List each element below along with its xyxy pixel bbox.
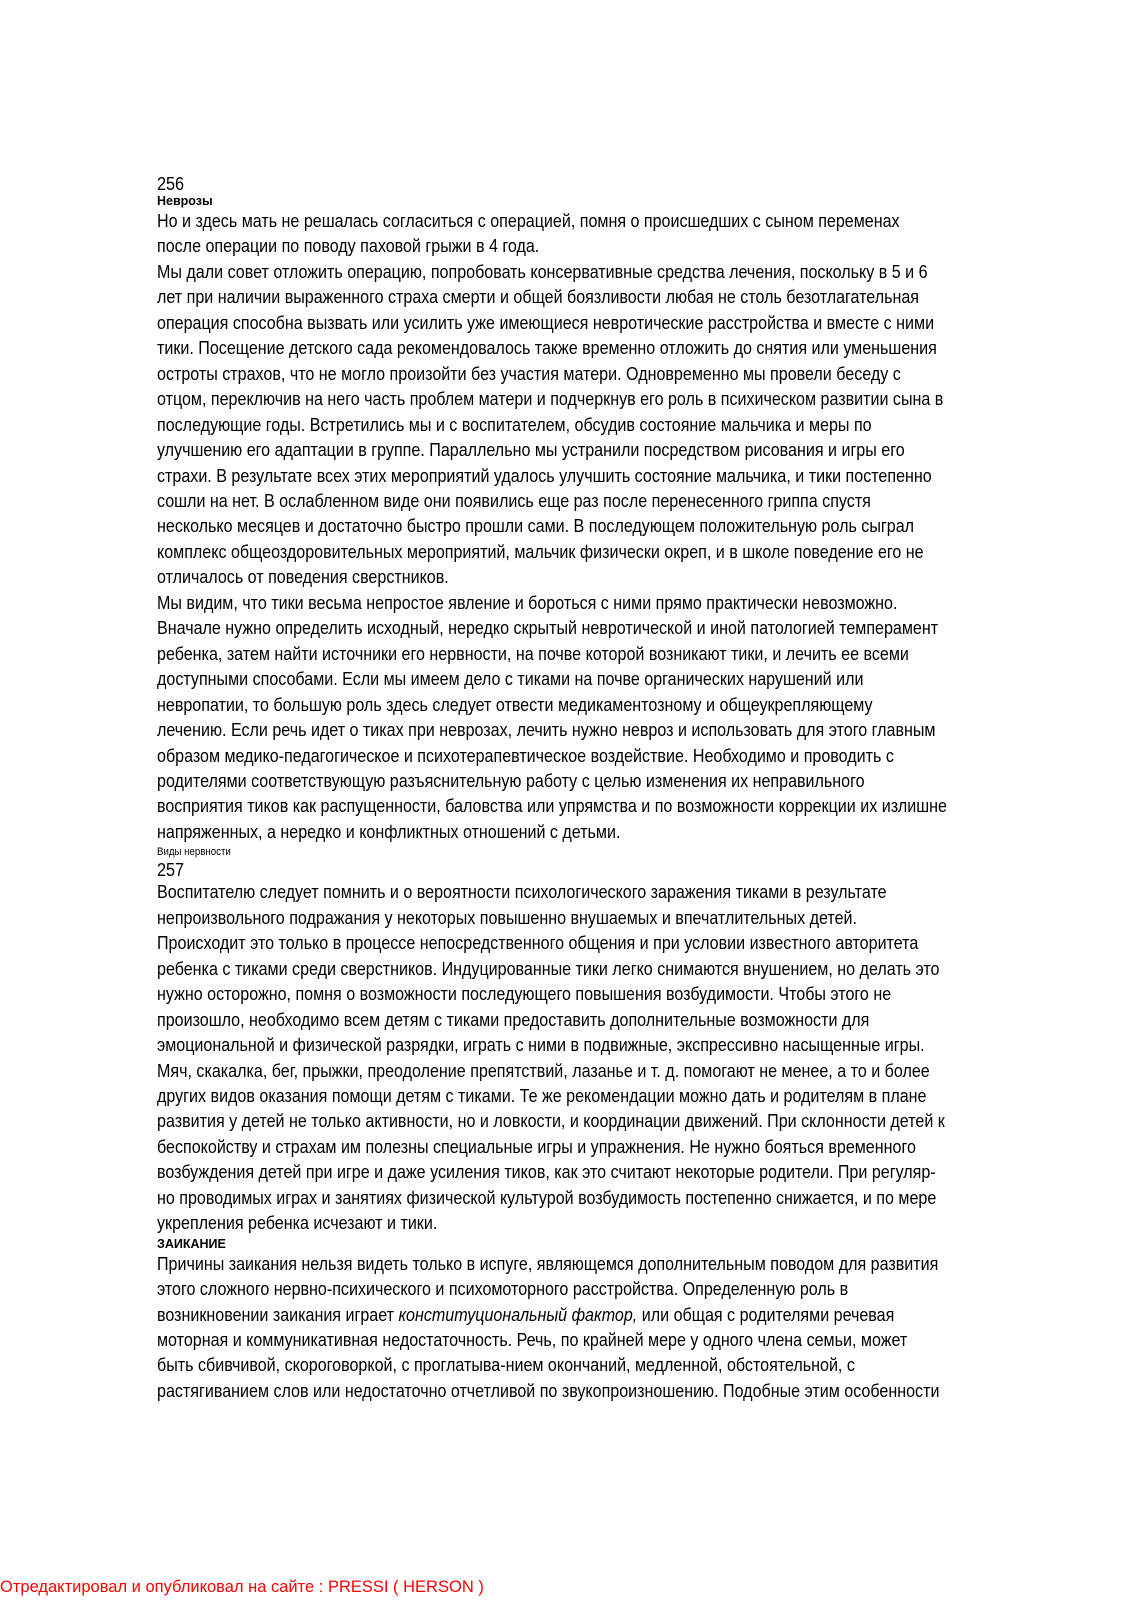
text-line: лет при наличии выраженного страха смерти и общей боязливости любая не столь безотлагательная [157, 287, 920, 308]
text-line: Мы дали совет отложить операцию, попробовать консервативные средства лечения, поскольку в 5 и 6 [157, 261, 928, 282]
text-line: других видов оказания помощи детям с тиками. Те же рекомендации можно дать и родителям в плане [157, 1085, 927, 1106]
text-fragment: возникновении заикания играет [157, 1304, 399, 1325]
text-line: непроизвольного подражания у некоторых повышенно внушаемых и впечатлительных детей. [157, 907, 857, 928]
text-line: этого сложного нервно-психического и психомоторного расстройства. Определенную роль в [157, 1279, 849, 1300]
section-title: ЗАИКАНИЕ [157, 1236, 226, 1251]
text-line: Причины заикания нельзя видеть только в испуге, являющемся дополнительным поводом для развития [157, 1253, 939, 1274]
page-number: 257 [157, 860, 185, 881]
body-text-block-1 [157, 209, 1041, 845]
publisher-footer: Отредактировал и опубликовал на сайте : PRESSI ( HERSON ) [0, 1578, 484, 1596]
text-line: беспокойству и страхам им полезны специальные игры и упражнения. Не нужно бояться временного [157, 1136, 916, 1157]
text-line: произошло, необходимо всем детям с тиками предоставить дополнительные возможности для [157, 1009, 870, 1030]
text-line: невропатии, то большую роль здесь следует отвести медикаментозному и общеукрепляющему [157, 694, 873, 715]
text-line: после операции по поводу паховой грыжи в 4 года. [157, 236, 540, 257]
text-line: нужно осторожно, помня о возможности последующего повышения возбудимости. Чтобы этого не [157, 984, 892, 1005]
text-line [157, 1303, 1041, 1328]
running-header: Неврозы [157, 194, 213, 208]
text-line: моторная и коммуникативная недостаточность. Речь, по крайней мере у одного члена семьи, может [157, 1330, 908, 1351]
text-line: развития у детей не только активности, но и ловкости, и координации движений. При склонности детей к [157, 1111, 945, 1132]
body-text-block-2 [157, 880, 1041, 1236]
text-line: напряженных, а нередко и конфликтных отношений с детьми. [157, 821, 621, 842]
text-line: несколько месяцев и достаточно быстро прошли сами. В последующем положительную роль сыграл [157, 516, 915, 537]
text-line: родителями соответствующую разъяснительную работу с целью изменения их неправильного [157, 770, 865, 791]
text-line: Мяч, скакалка, бег, прыжки, преодоление препятствий, лазанье и т. д. помогают не менее, а то и более [157, 1060, 930, 1081]
body-text-block-3 [157, 1252, 1041, 1405]
text-line: быть сбивчивой, скороговоркой, с проглатыва-нием окончаний, медленной, обстоятельной, с [157, 1355, 855, 1376]
text-line: доступными способами. Если мы имеем дело с тиками на почве органических нарушений или [157, 669, 864, 690]
text-line: но проводимых играх и занятиях физической культурой возбудимость постепенно снижается, и по мере [157, 1187, 937, 1208]
text-line: отличалось от поведения сверстников. [157, 567, 449, 588]
text-line: страхи. В результате всех этих мероприятий удалось улучшить состояние мальчика, и тики постепенно [157, 465, 932, 486]
text-line: Мы видим, что тики весьма непростое явление и бороться с ними прямо практически невозможно. [157, 592, 898, 613]
text-line: восприятия тиков как распущенности, баловства или упрямства и по возможности коррекции их излишне [157, 796, 947, 817]
text-line: ребенка, затем найти источники его нервности, на почве которой возникают тики, и лечить ее всеми [157, 643, 909, 664]
text-line: отцом, переключив на него часть проблем матери и подчеркнув его роль в психическом развитии сына в [157, 389, 944, 410]
emphasized-term: конституциональный фактор, [398, 1304, 638, 1325]
running-header: Виды нервности [157, 846, 231, 859]
text-line: Происходит это только в процессе непосредственного общения и при условии известного авторитета [157, 933, 919, 954]
text-line: эмоциональной и физической разрядки, играть с ними в подвижные, экспрессивно насыщенные игры. [157, 1035, 925, 1056]
text-line: сошли на нет. В ослабленном виде они появились еще раз после перенесенного гриппа спустя [157, 490, 871, 511]
text-line: улучшению его адаптации в группе. Параллельно мы устранили посредством рисования и игры его [157, 440, 905, 461]
text-line: образом медико-педагогическое и психотерапевтическое воздействие. Необходимо и проводить с [157, 745, 894, 766]
text-line: Воспитателю следует помнить и о вероятности психологического заражения тиками в результате [157, 882, 887, 903]
text-line: операция способна вызвать или усилить уже имеющиеся невротические расстройства и вместе с ними [157, 312, 935, 333]
text-line: остроты страхов, что не могло произойти без участия матери. Одновременно мы провели беседу с [157, 363, 901, 384]
page-content [157, 174, 1057, 1404]
text-line: растягиванием слов или недостаточно отчетливой по звукопроизношению. Подобные этим особенности [157, 1380, 940, 1401]
text-fragment: или общая с родителями речевая [637, 1304, 895, 1325]
text-line: ребенка с тиками среди сверстников. Индуцированные тики легко снимаются внушением, но делать это [157, 958, 940, 979]
text-line: комплекс общеоздоровительных мероприятий, мальчик физически окреп, и в школе поведение его не [157, 541, 924, 562]
text-line: лечению. Если речь идет о тиках при неврозах, лечить нужно невроз и использовать для этого главным [157, 720, 936, 741]
text-line: Вначале нужно определить исходный, нередко скрытый невротической и иной патологией темперамент [157, 618, 939, 639]
page-number: 256 [157, 174, 185, 194]
text-line: укрепления ребенка исчезают и тики. [157, 1213, 438, 1234]
text-line: Но и здесь мать не решалась согласиться с операцией, помня о происшедших с сыном переменах [157, 211, 900, 231]
text-line: последующие годы. Встретились мы и с воспитателем, обсудив состояние мальчика и меры по [157, 414, 872, 435]
text-line: тики. Посещение детского сада рекомендовалось также временно отложить до снятия или уменьшения [157, 338, 937, 359]
text-line: возбуждения детей при игре и даже усиления тиков, как это считают некоторые родители. При регуляр- [157, 1162, 936, 1183]
